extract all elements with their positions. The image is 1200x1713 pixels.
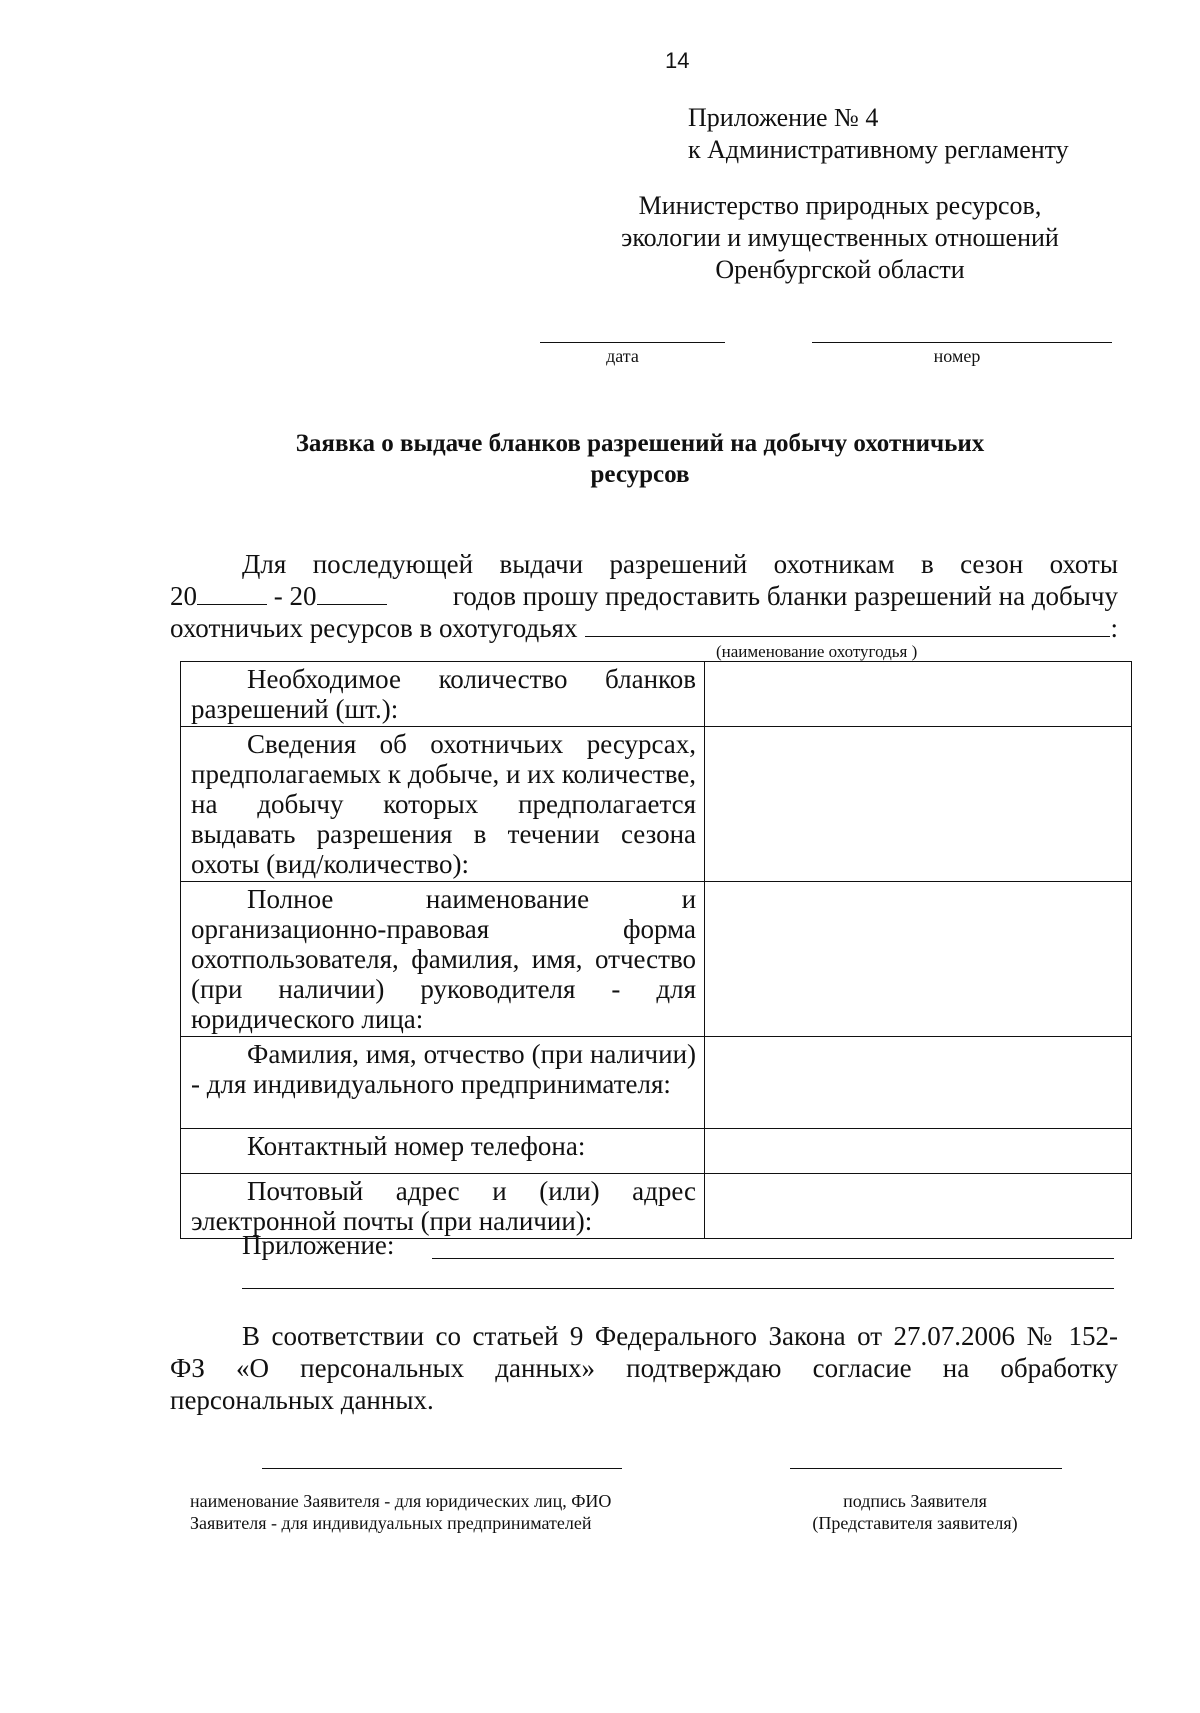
row-value-entrepreneur[interactable] bbox=[705, 1037, 1132, 1129]
ministry-addressee bbox=[560, 190, 1120, 286]
season-years: 20 - 20 bbox=[170, 580, 387, 612]
signature-caption-line-2: (Представителя заявителя) bbox=[812, 1513, 1018, 1533]
season-end-year-field[interactable] bbox=[317, 580, 387, 605]
intro-line-2 bbox=[170, 580, 1118, 612]
application-table bbox=[180, 661, 1132, 1239]
appendix-header bbox=[688, 102, 1069, 166]
applicant-caption-line-1: наименование Заявителя - для юридических лиц, ФИО bbox=[190, 1491, 612, 1511]
hunting-ground-field[interactable] bbox=[585, 612, 1110, 637]
number-label: номер bbox=[933, 346, 981, 366]
title-line-1: Заявка о выдаче бланков разрешений на добычу охотничьих bbox=[295, 430, 985, 457]
consent-line-2: ФЗ «О персональных данных» подтверждаю согласие на обработку bbox=[170, 1353, 1118, 1383]
applicant-signature-field[interactable] bbox=[790, 1468, 1062, 1469]
row-value-blank-count[interactable] bbox=[705, 662, 1132, 727]
row-label-address: Почтовый адрес и (или) адрес электронной почты (при наличии): bbox=[181, 1174, 705, 1239]
number-field[interactable] bbox=[812, 342, 1112, 343]
appendix-line-2: к Административному регламенту bbox=[688, 135, 1069, 164]
consent-line-3: персональных данных. bbox=[170, 1385, 434, 1415]
row-value-legal-entity[interactable] bbox=[705, 882, 1132, 1037]
row-value-phone[interactable] bbox=[705, 1129, 1132, 1174]
applicant-name-field[interactable] bbox=[262, 1468, 622, 1469]
intro-line-1: Для последующей выдачи разрешений охотникам в сезон охоты bbox=[242, 549, 1118, 579]
date-field[interactable] bbox=[540, 342, 725, 343]
signature-caption bbox=[780, 1490, 1050, 1534]
appendix-line-1: Приложение № 4 bbox=[688, 103, 879, 132]
applicant-caption-line-2: Заявителя - для индивидуальных предпринимателей bbox=[190, 1513, 592, 1533]
row-label-resources: Сведения об охотничьих ресурсах, предполагаемых к добыче, и их количестве, на добычу которых предполагается выдавать разрешения в течении сезона охоты (вид/количество): bbox=[181, 727, 705, 882]
table-row bbox=[181, 727, 1132, 882]
page-number: 14 bbox=[665, 48, 690, 73]
hunting-ground-caption: (наименование охотугодья ) bbox=[716, 642, 918, 661]
ministry-line-1: Министерство природных ресурсов, bbox=[638, 191, 1042, 220]
season-start-year-field[interactable] bbox=[197, 580, 267, 605]
attachment-label: Приложение: bbox=[242, 1230, 395, 1260]
date-label: дата bbox=[606, 346, 639, 366]
intro-paragraph bbox=[170, 548, 1118, 644]
table-row bbox=[181, 662, 1132, 727]
table-row bbox=[181, 1129, 1132, 1174]
row-value-address[interactable] bbox=[705, 1174, 1132, 1239]
applicant-name-caption bbox=[190, 1490, 611, 1534]
table-row bbox=[181, 882, 1132, 1037]
row-label-phone: Контактный номер телефона: bbox=[181, 1129, 705, 1174]
intro-line-2-text: годов прошу предоставить бланки разрешений на добычу bbox=[452, 581, 1118, 611]
attachment-field-2[interactable] bbox=[242, 1288, 1114, 1289]
table-row bbox=[181, 1037, 1132, 1129]
intro-line-3: охотничьих ресурсов в охотугодьях : bbox=[170, 613, 1118, 643]
ministry-line-3: Оренбургской области bbox=[715, 255, 965, 284]
title-line-2: ресурсов bbox=[590, 461, 690, 488]
consent-line-1: В соответствии со статьей 9 Федерального Закона от 27.07.2006 № 152- bbox=[242, 1321, 1118, 1351]
consent-paragraph bbox=[170, 1320, 1118, 1416]
row-label-entrepreneur: Фамилия, имя, отчество (при наличии) - для индивидуального предпринимателя: bbox=[181, 1037, 705, 1129]
row-label-blank-count: Необходимое количество бланков разрешений (шт.): bbox=[181, 662, 705, 727]
ministry-line-2: экологии и имущественных отношений bbox=[621, 223, 1059, 252]
row-label-legal-entity: Полное наименование и организационно-правовая форма охотпользователя, фамилия, имя, отчество (при наличии) руководителя - для юридического лица: bbox=[181, 882, 705, 1037]
row-value-resources[interactable] bbox=[705, 727, 1132, 882]
table-row bbox=[181, 1174, 1132, 1239]
attachment-field-1[interactable] bbox=[432, 1258, 1114, 1259]
document-title bbox=[200, 428, 1080, 490]
signature-caption-line-1: подпись Заявителя bbox=[843, 1491, 987, 1511]
